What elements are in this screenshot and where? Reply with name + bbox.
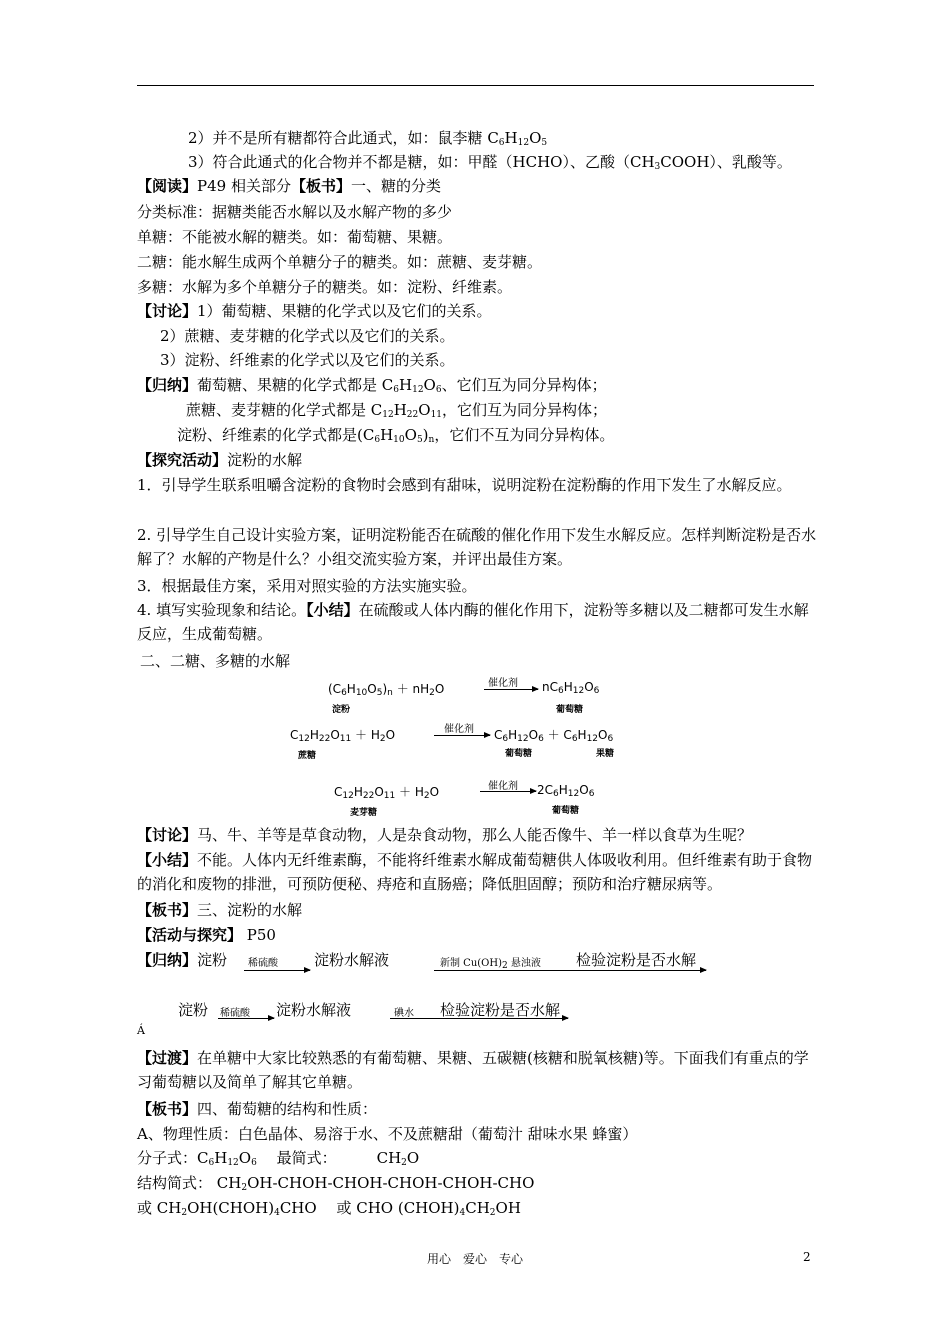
summary-line: [137, 375, 607, 400]
page-number: 2: [803, 1250, 811, 1264]
formula-line: [137, 1148, 419, 1173]
compound-label: 葡萄糖: [552, 806, 580, 816]
reading-line: [137, 176, 441, 196]
text-line: [188, 128, 547, 153]
text-line: A、物理性质：白色晶体、易溶于水、不及蔗糖甜（葡萄汁 甜味水果 蜂蜜）: [137, 1125, 638, 1143]
discussion-line: [137, 825, 752, 845]
tag-transition: 【过渡】: [137, 1049, 198, 1067]
reagent-label: 新制 $Cu(OH)_2$ 悬浊液: [440, 958, 541, 971]
transition-paragraph: [137, 1046, 817, 1094]
tag-board: 【板书】: [137, 901, 198, 919]
equation-product: $2C_6H_{12}O_6$: [537, 783, 595, 799]
line-text: 结构简式： $CH_2OH-CHOH-CHOH-CHOH-CHOH$-CHO: [137, 1174, 535, 1193]
text-line: [177, 425, 614, 450]
line-text: 淀粉: [197, 951, 228, 969]
text-line: 3）淀粉、纤维素的化学式以及它们的关系。: [160, 351, 455, 369]
compound-label: 果糖: [596, 749, 615, 759]
flow-mid: 淀粉水解液: [314, 951, 390, 969]
activity-line: [137, 925, 276, 945]
tag-discussion: 【讨论】: [137, 302, 198, 320]
text-line: 多糖：水解为多个单糖分子的糖类。如：淀粉、纤维素。: [137, 278, 513, 296]
flow-arrow: [244, 970, 310, 971]
text-line: [137, 1173, 534, 1198]
flow-start: 淀粉: [178, 1001, 209, 1019]
compound-label: 麦芽糖: [350, 808, 378, 818]
compound-label: 葡萄糖: [505, 749, 533, 759]
compound-label: 蔗糖: [298, 751, 317, 761]
line-text: 3）符合此通式的化合物并不都是糖，如：甲醛（HCHO）、乙酸$(CH_3COOH)$、乳酸等。: [188, 153, 792, 172]
text-line: [137, 1198, 521, 1223]
line-text: 淀粉、纤维素的化学式都是$(C_6H_{10}O_5)_n$，它们不互为同分异构体。: [177, 426, 615, 445]
activity-line: [137, 450, 302, 470]
line-text: 不能。人体内无纤维素酶，不能将纤维素水解成葡萄糖供人体吸收利用。但纤维素有助于食物的消化和废物的排泄，可预防便秘、痔疮和直肠癌；降低胆固醇；预防和治疗糖尿病等。: [137, 851, 813, 893]
reagent-label: 碘水: [394, 1008, 414, 1019]
catalyst-label: 催化剂: [444, 724, 474, 735]
reaction-arrow: [480, 791, 536, 792]
equation-product: $nC_6H_{12}O_6$: [542, 680, 600, 696]
catalyst-label: 催化剂: [488, 781, 518, 792]
summary-paragraph: [137, 848, 817, 896]
line-text: 一、糖的分类: [350, 177, 441, 195]
text-line: [186, 400, 607, 425]
line-text: 在硫酸或人体内酶的催化作用下，淀粉等多糖以及二糖都可发生水解反应，生成葡萄糖。: [137, 601, 809, 643]
footer-motto: 用心 爱心 专心: [426, 1252, 523, 1266]
stray-glyph: Á: [137, 1024, 145, 1037]
paragraph: [137, 598, 817, 646]
section-heading: 二、二糖、多糖的水解: [140, 652, 291, 670]
flow-mid: 淀粉水解液: [276, 1001, 352, 1019]
tag-summary: 【小结】: [306, 601, 359, 619]
tag-summary: 【小结】: [137, 851, 198, 869]
equation-product: $C_6H_{12}O_6 + C_6H_{12}O_6$: [494, 728, 614, 744]
discussion-line: [137, 301, 492, 321]
line-text: 最简式：: [276, 1149, 337, 1167]
tag-summary: 【归纳】: [137, 376, 198, 394]
reaction-arrow: [484, 689, 538, 690]
reagent-label: 稀硫酸: [220, 1008, 250, 1019]
line-text: 蔗糖、麦芽糖的化学式都是 $C_{12}H_{22}O_{11}$，它们互为同分异构体；: [186, 401, 608, 420]
flow-arrow: [434, 970, 706, 971]
reaction-arrow: [434, 735, 490, 736]
line-text: 2）并不是所有糖都符合此通式，如：鼠李糖 $C_6H_{12}O_5$: [188, 129, 548, 148]
paragraph: 2. 引导学生自己设计实验方案，证明淀粉能否在硫酸的催化作用下发生水解反应。怎样判断淀粉是否水解了？水解的产物是什么？小组交流实验方案，并评出最佳方案。: [137, 526, 817, 568]
tag-board: 【板书】: [290, 177, 351, 195]
line-text: 在单糖中大家比较熟悉的有葡萄糖、果糖、五碳糖(核糖和脱氧核糖)等。下面我们有重点的学习葡萄糖以及简单了解其它单糖。: [137, 1049, 809, 1091]
line-text: 葡萄糖、果糖的化学式都是 $C_6H_{12}O_6$、它们互为同分异构体；: [197, 376, 607, 395]
compound-label: 葡萄糖: [556, 705, 584, 715]
paragraph: 1．引导学生联系咀嚼含淀粉的食物时会感到有甜味，说明淀粉在淀粉酶的作用下发生了水解反应。: [137, 476, 792, 494]
flow-start: [137, 950, 227, 970]
line-text: 或 $CH_2OH(CHOH)_4CHO$ 或 CHO $(CHOH)_4CH_2OH$: [137, 1199, 521, 1218]
text-line: 2）蔗糖、麦芽糖的化学式以及它们的关系。: [160, 327, 455, 345]
board-line: [137, 1099, 377, 1119]
tag-activity: 【活动与探究】: [137, 926, 243, 944]
line-text: 三、淀粉的水解: [197, 901, 303, 919]
line-text: 四、葡萄糖的结构和性质：: [197, 1100, 378, 1118]
line-text: 淀粉的水解: [227, 451, 303, 469]
equation-reactants: $(C_6H_{10}O_5)_n + nH_2O$: [328, 682, 445, 698]
flow-arrow: [218, 1018, 274, 1019]
text-line: 分类标准：据糖类能否水解以及水解产物的多少: [137, 203, 453, 221]
text-line: 单糖：不能被水解的糖类。如：葡萄糖、果糖。: [137, 228, 453, 246]
line-text: P50: [246, 926, 276, 944]
board-line: [137, 900, 302, 920]
tag-board: 【板书】: [137, 1100, 198, 1118]
equation-reactants: $C_{12}H_{22}O_{11} + H_2O$: [290, 728, 396, 744]
line-text: 分子式：$C_6H_{12}O_6$: [137, 1149, 257, 1168]
paragraph: 3．根据最佳方案，采用对照实验的方法实施实验。: [137, 577, 477, 595]
header-rule: [137, 85, 814, 86]
line-text: 马、牛、羊等是草食动物，人是杂食动物，那么人能否像牛、羊一样以食草为生呢？: [197, 826, 753, 844]
text-line: [188, 152, 792, 177]
tag-discussion: 【讨论】: [137, 826, 198, 844]
line-text: $CH_2O$: [376, 1149, 420, 1168]
flow-end: 检验淀粉是否水解: [440, 1001, 561, 1019]
text-line: 二糖：能水解生成两个单糖分子的糖类。如：蔗糖、麦芽糖。: [137, 253, 543, 271]
tag-summary: 【归纳】: [137, 951, 198, 969]
flow-end: 检验淀粉是否水解: [576, 951, 697, 969]
equation-reactants: $C_{12}H_{22}O_{11} + H_2O$: [334, 785, 440, 801]
compound-label: 淀粉: [332, 705, 351, 715]
catalyst-label: 催化剂: [488, 678, 518, 689]
tag-activity: 【探究活动】: [137, 451, 228, 469]
tag-reading: 【阅读】: [137, 177, 198, 195]
reagent-label: 稀硫酸: [248, 958, 278, 969]
line-text: 4. 填写实验现象和结论。: [137, 601, 307, 619]
line-text: 1）葡萄糖、果糖的化学式以及它们的关系。: [197, 302, 492, 320]
line-text: P49 相关部分: [197, 177, 291, 195]
